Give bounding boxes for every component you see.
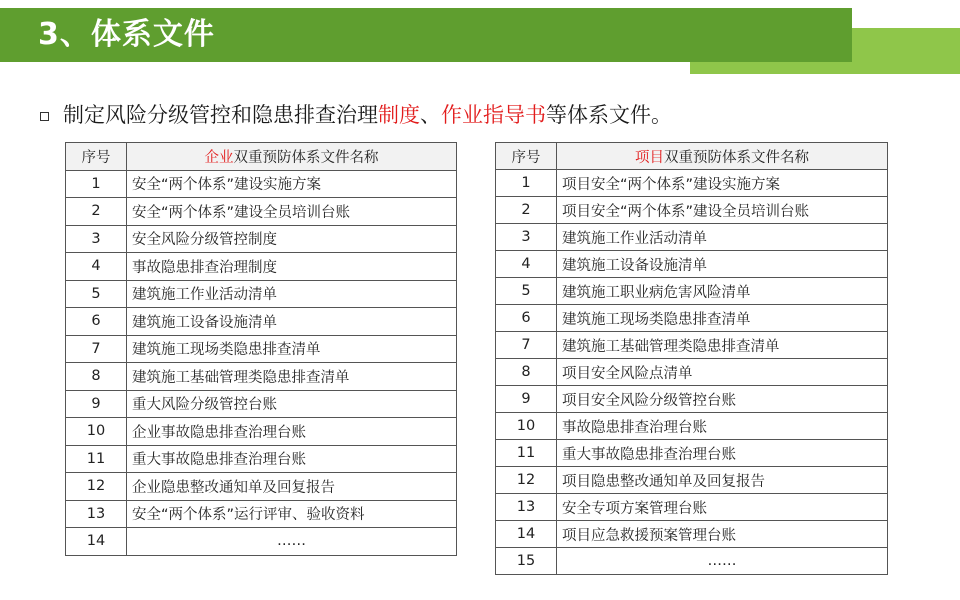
header-serial: 序号 bbox=[496, 143, 557, 170]
row-serial: 14 bbox=[66, 528, 127, 556]
table-header-row bbox=[496, 143, 888, 170]
table-row bbox=[496, 440, 888, 467]
row-document-name: 企业隐患整改通知单及回复报告 bbox=[127, 473, 457, 501]
row-serial: 3 bbox=[66, 225, 127, 253]
row-document-name: 重大风险分级管控台账 bbox=[127, 390, 457, 418]
table-row bbox=[496, 305, 888, 332]
table-row bbox=[496, 413, 888, 440]
table-row bbox=[496, 521, 888, 548]
row-document-name: 企业事故隐患排查治理台账 bbox=[127, 418, 457, 446]
table-row bbox=[66, 445, 457, 473]
row-serial: 2 bbox=[496, 197, 557, 224]
slide-subtitle bbox=[40, 98, 672, 132]
row-serial: 5 bbox=[66, 280, 127, 308]
square-bullet-icon bbox=[40, 112, 49, 121]
table-row bbox=[496, 467, 888, 494]
row-serial: 2 bbox=[66, 198, 127, 226]
row-document-name: 建筑施工作业活动清单 bbox=[557, 224, 888, 251]
row-document-name: …… bbox=[127, 528, 457, 556]
row-document-name: 安全专项方案管理台账 bbox=[557, 494, 888, 521]
row-serial: 7 bbox=[66, 335, 127, 363]
table-row bbox=[496, 224, 888, 251]
row-document-name: 事故隐患排查治理制度 bbox=[127, 253, 457, 281]
row-serial: 6 bbox=[496, 305, 557, 332]
row-document-name: 项目隐患整改通知单及回复报告 bbox=[557, 467, 888, 494]
table-row bbox=[66, 308, 457, 336]
row-serial: 7 bbox=[496, 332, 557, 359]
enterprise-documents-table bbox=[65, 142, 457, 556]
row-document-name: 项目安全“两个体系”建设全员培训台账 bbox=[557, 197, 888, 224]
subtitle-suffix: 等体系文件。 bbox=[546, 103, 672, 127]
row-document-name: 项目安全风险分级管控台账 bbox=[557, 386, 888, 413]
header-name-rest: 双重预防体系文件名称 bbox=[664, 149, 809, 166]
row-serial: 3 bbox=[496, 224, 557, 251]
row-serial: 4 bbox=[496, 251, 557, 278]
table-row bbox=[496, 386, 888, 413]
row-document-name: 安全“两个体系”运行评审、验收资料 bbox=[127, 500, 457, 528]
row-serial: 10 bbox=[66, 418, 127, 446]
table-row bbox=[66, 418, 457, 446]
row-serial: 8 bbox=[66, 363, 127, 391]
row-document-name: 建筑施工职业病危害风险清单 bbox=[557, 278, 888, 305]
row-serial: 12 bbox=[66, 473, 127, 501]
row-serial: 1 bbox=[66, 170, 127, 198]
table-row bbox=[496, 548, 888, 575]
row-document-name: …… bbox=[557, 548, 888, 575]
row-serial: 6 bbox=[66, 308, 127, 336]
table-row bbox=[66, 253, 457, 281]
row-serial: 13 bbox=[496, 494, 557, 521]
table-row bbox=[496, 170, 888, 197]
row-serial: 12 bbox=[496, 467, 557, 494]
row-document-name: 项目应急救援预案管理台账 bbox=[557, 521, 888, 548]
row-document-name: 安全风险分级管控制度 bbox=[127, 225, 457, 253]
table-row bbox=[496, 332, 888, 359]
row-document-name: 项目安全“两个体系”建设实施方案 bbox=[557, 170, 888, 197]
table-row bbox=[496, 197, 888, 224]
table-row bbox=[66, 170, 457, 198]
table-row bbox=[66, 198, 457, 226]
table-row bbox=[66, 280, 457, 308]
row-document-name: 建筑施工基础管理类隐患排查清单 bbox=[127, 363, 457, 391]
table-row bbox=[66, 473, 457, 501]
header-name-highlight: 企业 bbox=[204, 149, 234, 166]
row-document-name: 重大事故隐患排查治理台账 bbox=[557, 440, 888, 467]
row-document-name: 建筑施工现场类隐患排查清单 bbox=[127, 335, 457, 363]
header-name-highlight: 项目 bbox=[635, 149, 664, 166]
table-row bbox=[66, 528, 457, 556]
table-row bbox=[66, 335, 457, 363]
row-document-name: 建筑施工作业活动清单 bbox=[127, 280, 457, 308]
row-document-name: 建筑施工现场类隐患排查清单 bbox=[557, 305, 888, 332]
row-serial: 9 bbox=[496, 386, 557, 413]
row-serial: 5 bbox=[496, 278, 557, 305]
row-document-name: 建筑施工设备设施清单 bbox=[557, 251, 888, 278]
row-serial: 13 bbox=[66, 500, 127, 528]
row-document-name: 重大事故隐患排查治理台账 bbox=[127, 445, 457, 473]
row-serial: 9 bbox=[66, 390, 127, 418]
table-row bbox=[66, 390, 457, 418]
project-documents-table bbox=[495, 142, 888, 575]
table-row bbox=[496, 494, 888, 521]
row-document-name: 安全“两个体系”建设实施方案 bbox=[127, 170, 457, 198]
slide-title: 3、体系文件 bbox=[0, 8, 852, 62]
subtitle-separator: 、 bbox=[420, 103, 441, 127]
table-row bbox=[66, 225, 457, 253]
row-document-name: 项目安全风险点清单 bbox=[557, 359, 888, 386]
header-serial: 序号 bbox=[66, 143, 127, 171]
subtitle-prefix: 制定风险分级管控和隐患排查治理 bbox=[63, 103, 378, 127]
table-row bbox=[496, 278, 888, 305]
header-name-rest: 双重预防体系文件名称 bbox=[233, 149, 379, 166]
row-document-name: 安全“两个体系”建设全员培训台账 bbox=[127, 198, 457, 226]
row-serial: 11 bbox=[66, 445, 127, 473]
row-serial: 4 bbox=[66, 253, 127, 281]
row-document-name: 建筑施工基础管理类隐患排查清单 bbox=[557, 332, 888, 359]
row-serial: 10 bbox=[496, 413, 557, 440]
row-serial: 15 bbox=[496, 548, 557, 575]
row-serial: 1 bbox=[496, 170, 557, 197]
table-row bbox=[66, 363, 457, 391]
table-row bbox=[496, 359, 888, 386]
header-document-name bbox=[127, 143, 457, 171]
subtitle-highlight-2: 作业指导书 bbox=[441, 103, 546, 127]
row-document-name: 事故隐患排查治理台账 bbox=[557, 413, 888, 440]
row-serial: 8 bbox=[496, 359, 557, 386]
header-document-name bbox=[557, 143, 888, 170]
row-serial: 11 bbox=[496, 440, 557, 467]
row-serial: 14 bbox=[496, 521, 557, 548]
table-header-row bbox=[66, 143, 457, 171]
table-row bbox=[66, 500, 457, 528]
subtitle-highlight-1: 制度 bbox=[378, 103, 420, 127]
row-document-name: 建筑施工设备设施清单 bbox=[127, 308, 457, 336]
table-row bbox=[496, 251, 888, 278]
